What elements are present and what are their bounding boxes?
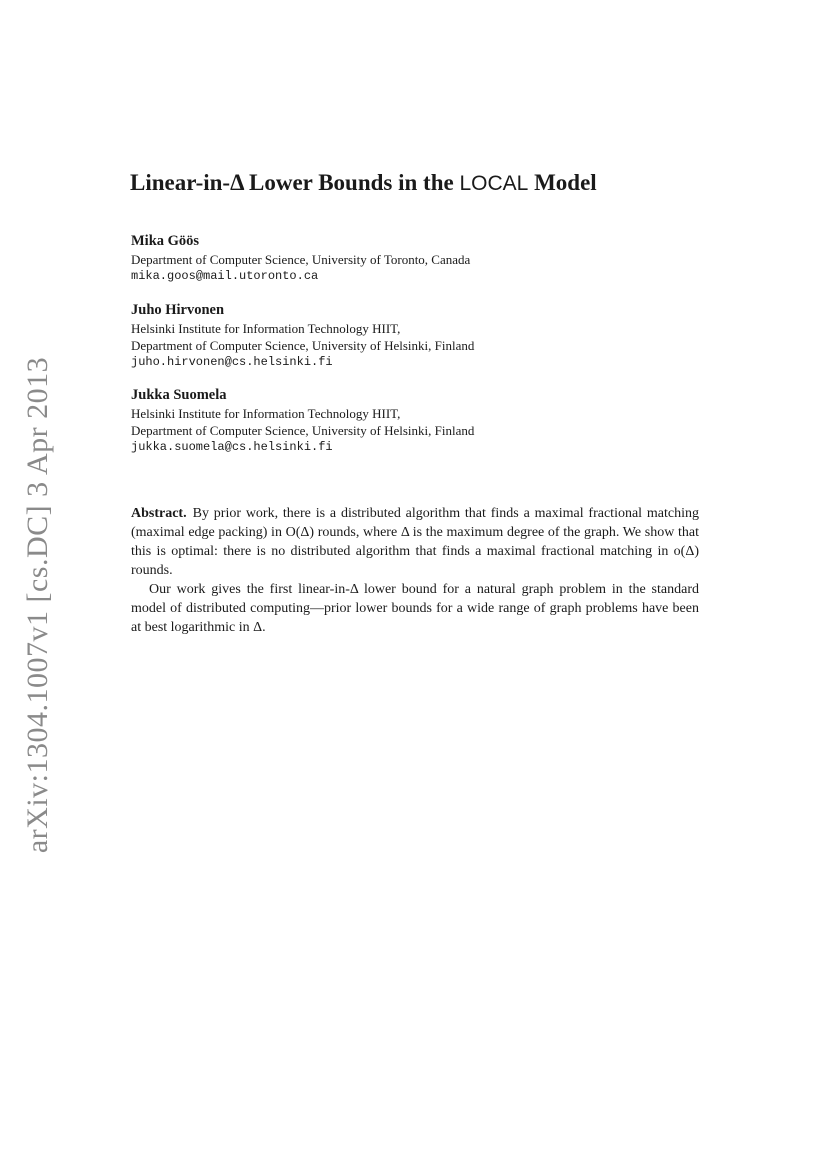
author-name: Jukka Suomela bbox=[131, 387, 227, 403]
title-part-3: Model bbox=[528, 170, 597, 195]
author-affiliation: Department of Computer Science, University of Toronto, Canada bbox=[131, 252, 471, 267]
author-email[interactable]: jukka.suomela@cs.helsinki.fi bbox=[131, 440, 333, 454]
author-block-2 bbox=[131, 301, 731, 371]
author-block-1 bbox=[131, 232, 731, 285]
author-email[interactable]: juho.hirvonen@cs.helsinki.fi bbox=[131, 355, 333, 369]
abstract-paragraph-2: Our work gives the first linear-in-Δ lower bound for a natural graph problem in the standard model of distributed computing—prior lower bounds for a wide range of graph problems have been at best logarithmic in Δ. bbox=[131, 582, 699, 635]
author-name: Juho Hirvonen bbox=[131, 302, 225, 318]
paper-title bbox=[130, 170, 710, 196]
author-name: Mika Göös bbox=[131, 233, 200, 249]
author-affiliation: Department of Computer Science, University of Helsinki, Finland bbox=[131, 423, 475, 438]
author-affiliation: Helsinki Institute for Information Technology HIIT, bbox=[131, 321, 401, 336]
abstract-paragraph-1 bbox=[131, 504, 699, 580]
author-affiliation: Department of Computer Science, University of Helsinki, Finland bbox=[131, 338, 475, 353]
author-email[interactable]: mika.goos@mail.utoronto.ca bbox=[131, 269, 319, 283]
abstract-heading: Abstract. bbox=[131, 506, 187, 521]
arxiv-identifier: arXiv:1304.1007v1 [cs.DC] 3 Apr 2013 bbox=[21, 356, 54, 854]
abstract bbox=[131, 504, 699, 637]
title-local: LOCAL bbox=[459, 172, 529, 195]
title-part-1: Linear-in-Δ Lower Bounds in the bbox=[130, 170, 460, 195]
author-block-3 bbox=[131, 386, 731, 456]
abstract-text-1: By prior work, there is a distributed algorithm that finds a maximal fractional matching (maximal edge packing) in O(Δ) rounds, where Δ is the maximum degree of the graph. We show that this is optimal: there is no distributed algorithm that finds a maximal fractional matching in o(Δ) rounds. bbox=[131, 506, 699, 578]
author-affiliation: Helsinki Institute for Information Technology HIIT, bbox=[131, 406, 401, 421]
